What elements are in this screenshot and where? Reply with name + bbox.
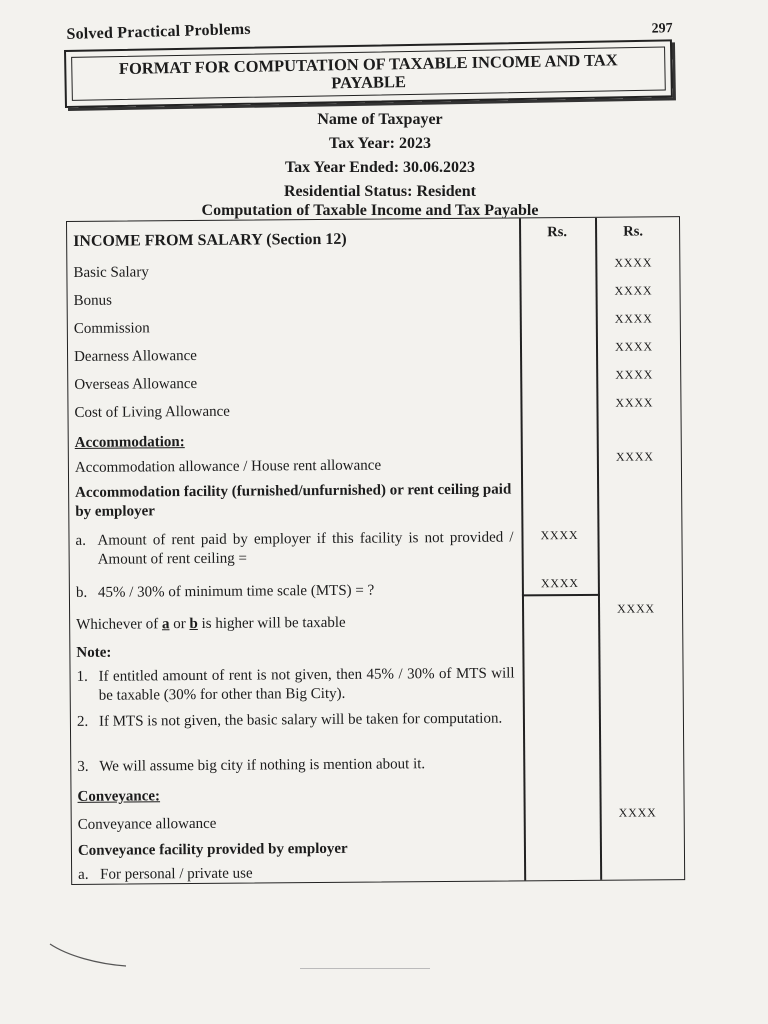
personal-use-line	[78, 862, 520, 884]
footer-rule	[300, 968, 430, 969]
scan-artifact	[48, 938, 128, 968]
note-heading: Note:	[76, 644, 112, 661]
bonus-amount: XXXX	[614, 283, 653, 298]
conveyance-allowance-amount: XXXX	[618, 805, 657, 820]
personal-use-text: For personal / private use	[100, 865, 253, 883]
computation-heading: Computation of Taxable Income and Tax Payable	[201, 202, 539, 219]
note-2-marker: 2.	[76, 713, 89, 730]
note-3	[77, 754, 519, 776]
commission-label: Commission	[73, 320, 150, 337]
whichever-higher-line	[76, 612, 518, 634]
basic-salary-amount: XXXX	[614, 255, 653, 270]
rent-option-a-text: Amount of rent paid by employer if this facility is not provided / Amount of rent ceiling =	[97, 529, 514, 568]
note-1-marker: 1.	[76, 668, 88, 685]
accommodation-facility-label: Accommodation facility (furnished/unfurnished) or rent ceiling paid by employer	[75, 481, 512, 520]
whichever-text-1: Whichever of	[76, 616, 163, 633]
tax-year-line: Tax Year: 2023	[329, 135, 431, 152]
residential-status-line: Residential Status: Resident	[283, 183, 476, 200]
conveyance-allowance-label: Conveyance allowance	[77, 815, 217, 833]
section-title: INCOME FROM SALARY (Section 12)	[73, 230, 347, 250]
cola-label: Cost of Living Allowance	[74, 403, 230, 421]
column-divider-1	[519, 218, 526, 880]
rent-option-b-text: 45% / 30% of minimum time scale (MTS) = ?	[97, 582, 375, 601]
dearness-allowance-label: Dearness Allowance	[74, 347, 198, 365]
computation-table	[66, 216, 685, 885]
accommodation-allowance-amount: XXXX	[615, 449, 654, 464]
note-1	[77, 664, 519, 705]
running-head: Solved Practical Problems	[66, 20, 251, 43]
conveyance-heading: Conveyance:	[77, 788, 161, 805]
title-box	[64, 39, 673, 108]
rent-option-b-amount: XXXX	[540, 575, 579, 591]
commission-amount: XXXX	[614, 311, 653, 326]
taxpayer-name-line: Name of Taxpayer	[317, 111, 443, 128]
subtotal-rule	[522, 594, 600, 596]
bonus-label: Bonus	[73, 292, 113, 309]
note-3-marker: 3.	[77, 758, 89, 775]
cola-amount: XXXX	[615, 395, 654, 410]
whichever-option-a: a	[161, 616, 170, 633]
note-2-text: If MTS is not given, the basic salary will be taken for computation.	[98, 710, 503, 730]
page-title: FORMAT FOR COMPUTATION OF TAXABLE INCOME AND TAX PAYABLE	[71, 47, 666, 101]
dearness-allowance-amount: XXXX	[615, 339, 653, 354]
rent-option-a-marker: a.	[75, 532, 86, 549]
basic-salary-label: Basic Salary	[73, 264, 149, 281]
column-header-rs-2: Rs.	[623, 223, 644, 240]
column-header-rs-1: Rs.	[547, 224, 568, 241]
rent-option-a	[75, 528, 517, 569]
overseas-allowance-amount: XXXX	[615, 367, 654, 382]
page-number: 297	[651, 21, 673, 37]
whichever-option-b: b	[189, 615, 198, 633]
rent-option-a-amount: XXXX	[540, 527, 579, 543]
whichever-higher-amount: XXXX	[617, 601, 656, 616]
rent-option-b	[76, 580, 518, 602]
overseas-allowance-label: Overseas Allowance	[74, 375, 198, 393]
whichever-text-3: is higher will be taxable	[197, 614, 346, 632]
whichever-text-2: or	[169, 616, 190, 633]
note-3-text: We will assume big city if nothing is mention about it.	[99, 756, 426, 775]
note-1-text: If entitled amount of rent is not given, then 45% / 30% of MTS will be taxable (30% for other than Big City).	[98, 665, 515, 704]
accommodation-allowance-label: Accommodation allowance / House rent allowance	[74, 457, 382, 476]
personal-use-marker: a.	[78, 866, 89, 883]
taxpayer-details	[230, 108, 530, 204]
tax-year-ended-line: Tax Year Ended: 30.06.2023	[284, 159, 476, 176]
accommodation-heading: Accommodation:	[74, 434, 185, 451]
conveyance-facility-label: Conveyance facility provided by employer	[77, 840, 348, 859]
note-2	[77, 709, 519, 731]
rent-option-b-marker: b.	[75, 584, 88, 601]
